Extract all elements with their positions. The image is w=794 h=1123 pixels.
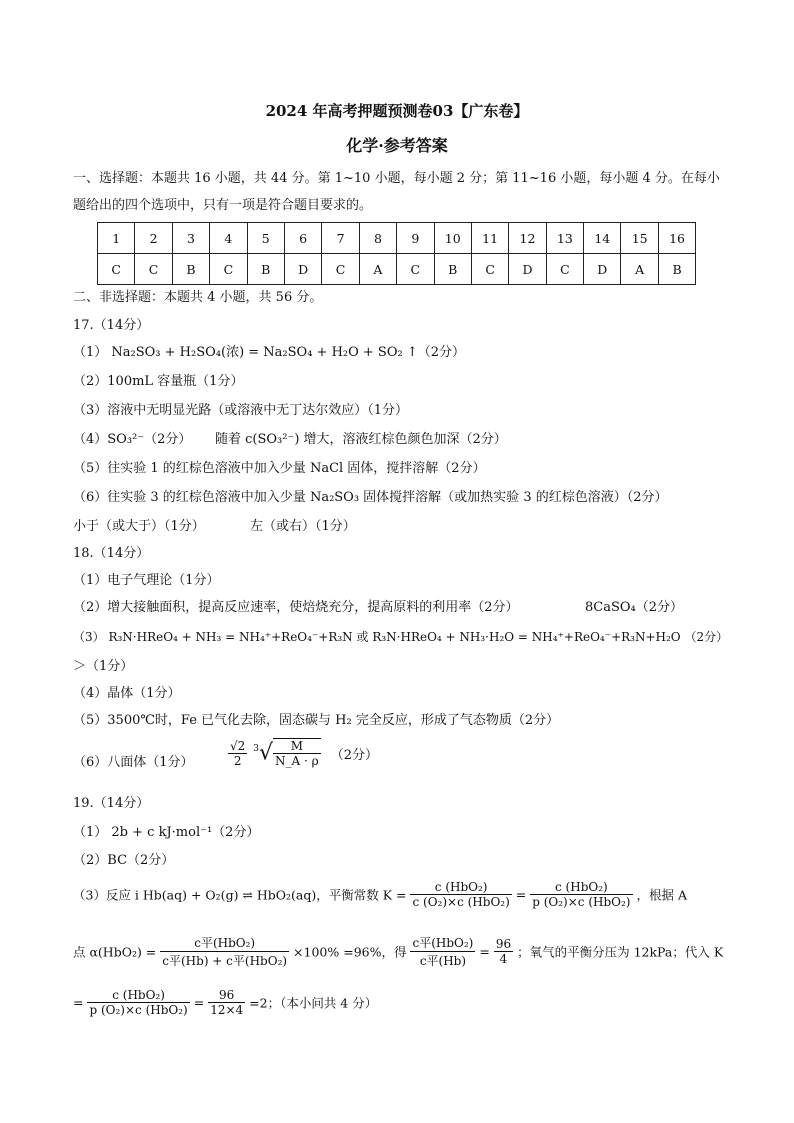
answer-table-number-row — [98, 223, 696, 254]
answer-table — [97, 222, 696, 285]
q17-answer-1: （1） Na₂SO₃ + H₂SO₄(浓) = Na₂SO₄ + H₂O + SO₂ ↑（2分） — [73, 345, 465, 360]
q17-answer-7a: 小于（或大于）（1分） — [73, 519, 205, 534]
q19-3-prefix: （3）反应 i Hb(aq) + O₂(g) ⇌ HbO₂(aq)，平衡常数 K = — [73, 887, 407, 903]
q19-3-suffix: ，根据 A — [636, 887, 687, 903]
q18-answer-2a: （2）增大接触面积，提高反应速率，使焙烧充分，提高原料的利用率（2分） — [73, 600, 519, 615]
q17-answer-5: （5）往实验 1 的红棕色溶液中加入少量 NaCl 固体，搅拌溶解（2分） — [73, 461, 486, 476]
question-number-cell: 11 — [471, 223, 508, 254]
question-number-cell: 2 — [135, 223, 172, 254]
q17-answer-3: （3）溶液中无明显光路（或溶液中无丁达尔效应）（1分） — [73, 403, 409, 418]
answer-cell: C — [546, 254, 583, 285]
page-title: 2024 年高考押题预测卷03【广东卷】 — [265, 102, 529, 120]
question-number-cell: 3 — [172, 223, 209, 254]
q18-answer-5: （5）3500℃时，Fe 已气化去除，固态碳与 H₂ 完全反应，形成了气态物质（2分） — [73, 713, 560, 728]
ratio-value-num: 96 — [495, 937, 512, 951]
question-number-cell: 8 — [359, 223, 396, 254]
question-number-cell: 4 — [210, 223, 247, 254]
answer-cell: B — [434, 254, 471, 285]
k-frac2-den: p (O₂)×c (HbO₂) — [532, 895, 631, 909]
equals-sign: = — [479, 944, 490, 959]
page-subtitle: 化学·参考答案 — [346, 136, 448, 155]
answer-cell: D — [584, 254, 621, 285]
coef-denominator: 2 — [233, 753, 242, 768]
question-number-cell: 1 — [98, 223, 135, 254]
q19-answer-1: （1） 2b + c kJ·mol⁻¹（2分） — [73, 825, 260, 840]
q17-heading: 17.（14分） — [73, 318, 150, 333]
q17-answer-7b: 左（或右）（1分） — [250, 519, 356, 534]
part2-intro: 二、非选择题：本题共 4 小题，共 56 分。 — [73, 290, 323, 305]
alpha-middle: ×100% =96%，得 — [293, 944, 407, 960]
question-number-cell: 7 — [322, 223, 359, 254]
k-frac2-num: c (HbO₂) — [530, 880, 632, 895]
q18-answer-1: （1）电子气理论（1分） — [73, 573, 220, 588]
ratio-value-den: 4 — [499, 952, 508, 966]
k-number-num: 96 — [208, 988, 245, 1003]
q18-answer-6b: （2分） — [330, 747, 378, 763]
q19-answer-3-line3 — [73, 988, 377, 1017]
question-number-cell: 10 — [434, 223, 471, 254]
question-number-cell: 15 — [621, 223, 658, 254]
question-number-cell: 5 — [247, 223, 284, 254]
q19-answer-3-line2 — [73, 934, 723, 969]
q17-answer-4b: 随着 c(SO₃²⁻) 增大，溶液红棕色颜色加深（2分） — [215, 432, 507, 447]
q18-answer-4: （4）晶体（1分） — [73, 686, 181, 701]
answer-cell: B — [247, 254, 284, 285]
answer-table-answer-row — [98, 254, 696, 285]
alpha-prefix: 点 α(HbO₂) = — [73, 944, 157, 960]
question-number-cell: 12 — [509, 223, 546, 254]
root-index: 3 — [253, 744, 259, 755]
question-number-cell: 13 — [546, 223, 583, 254]
question-number-cell: 16 — [658, 223, 695, 254]
equals-sign: = — [193, 995, 205, 1010]
q19-answer-3-line1 — [73, 880, 687, 909]
equals-sign: = — [73, 995, 84, 1010]
radical-sign-icon: √ — [259, 740, 274, 766]
q17-answer-6: （6）往实验 3 的红棕色溶液中加入少量 Na₂SO₃ 固体搅拌溶解（或加热实验 3 的红棕色溶液）（2分） — [73, 490, 668, 505]
answer-cell: C — [135, 254, 172, 285]
q19-heading: 19.（14分） — [73, 796, 150, 811]
alpha-suffix: ；氧气的平衡分压为 12kPa；代入 K — [517, 944, 724, 960]
question-number-cell: 9 — [397, 223, 434, 254]
q18-answer-2b: 8CaSO₄（2分） — [585, 600, 684, 615]
q19-answer-2: （2）BC（2分） — [73, 853, 175, 868]
part1-intro-line1: 一、选择题：本题共 16 小题，共 44 分。第 1~10 小题，每小题 2 分；第 11~16 小题，每小题 4 分。在每小 — [73, 171, 720, 186]
k-value-frac-num: c (HbO₂) — [87, 988, 189, 1003]
coef-numerator: √2 — [230, 738, 246, 753]
answer-cell: A — [359, 254, 396, 285]
q18-heading: 18.（14分） — [73, 546, 150, 561]
k-value-suffix: =2；（本小问共 4 分） — [249, 995, 378, 1011]
equals-sign: = — [515, 887, 527, 902]
question-number-cell: 14 — [584, 223, 621, 254]
radicand-numerator: M — [273, 739, 321, 754]
answer-cell: D — [509, 254, 546, 285]
k-number-den: 12×4 — [210, 1003, 244, 1017]
k-value-frac-den: p (O₂)×c (HbO₂) — [89, 1003, 188, 1017]
answer-cell: C — [397, 254, 434, 285]
q17-answer-2: （2）100mL 容量瓶（1分） — [73, 374, 244, 389]
ratio-frac-num: c平(HbO₂) — [412, 936, 474, 950]
answer-cell: D — [284, 254, 321, 285]
answer-cell: C — [98, 254, 135, 285]
answer-cell: B — [172, 254, 209, 285]
answer-cell: A — [621, 254, 658, 285]
answer-cell: B — [658, 254, 695, 285]
part1-intro-line2: 题给出的四个选项中，只有一项是符合题目要求的。 — [73, 198, 373, 213]
answer-cell: C — [471, 254, 508, 285]
q18-density-formula — [228, 738, 378, 768]
q18-answer-3: （3） R₃N·HReO₄ + NH₃ = NH₄⁺+ReO₄⁻+R₃N 或 R₃N·HReO₄ + NH₃·H₂O = NH₄⁺+ReO₄⁻+R₃N+H₂O （2分） — [73, 630, 729, 644]
radicand-denominator: N_A · ρ — [275, 754, 319, 768]
ratio-frac-den: c平(Hb) — [419, 954, 467, 968]
q18-answer-3b: ＞（1分） — [73, 659, 134, 674]
answer-cell: C — [210, 254, 247, 285]
alpha-frac-den: c平(Hb) + c平(HbO₂) — [162, 954, 288, 968]
q17-answer-4a: （4）SO₃²⁻（2分） — [73, 432, 192, 447]
answer-cell: C — [322, 254, 359, 285]
question-number-cell: 6 — [284, 223, 321, 254]
k-frac1-den: c (O₂)×c (HbO₂) — [412, 895, 510, 909]
k-frac1-num: c (HbO₂) — [410, 880, 511, 895]
q18-answer-6a: （6）八面体（1分） — [73, 755, 194, 770]
alpha-frac-num: c平(HbO₂) — [160, 934, 289, 952]
